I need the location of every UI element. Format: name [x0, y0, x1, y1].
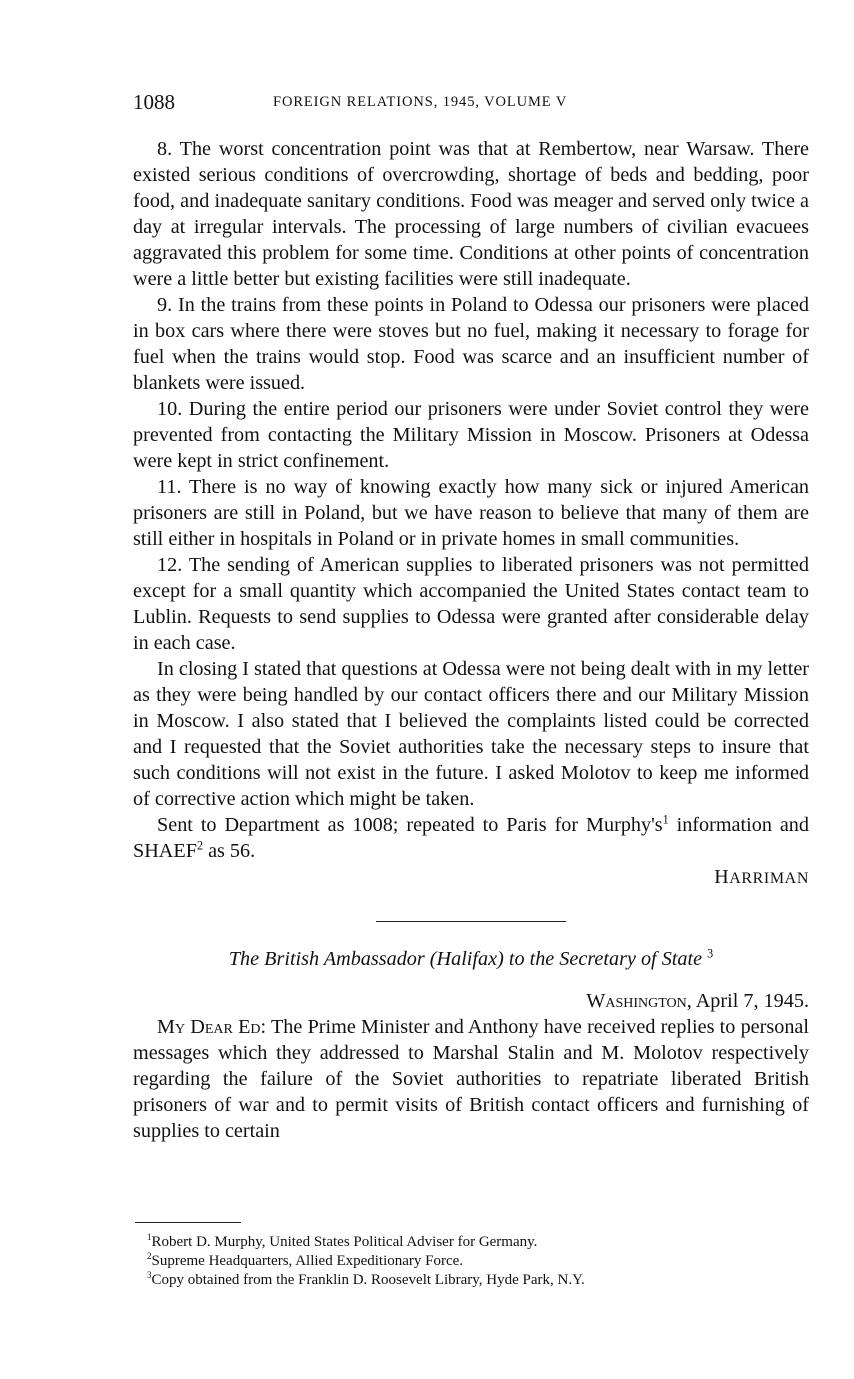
signature: HARRIMAN	[714, 866, 809, 888]
page-header	[133, 90, 809, 120]
dateline: Washington, April 7, 1945.	[586, 990, 809, 1012]
footnote-2: $^2$Supreme Headquarters, Allied Expeditionary Force.	[147, 1251, 464, 1269]
running-title: FOREIGN RELATIONS, 1945, VOLUME V	[273, 94, 568, 110]
paragraph-8: 8. The worst concentration point was that at Rembertow, near Warsaw. There existed serious conditions of overcrowding, shortage of beds and bedding, poor food, and inadequate sanitary conditions. Food was meager and served only twice a day at irregular intervals. The processing of large numbers of civilian evacuees aggravated this problem for some time. Conditions at other points of concentration were a little better but existing facilities were still inadequate.	[133, 138, 809, 290]
section-separator	[376, 921, 566, 922]
main-text	[133, 136, 809, 1144]
page-number: 1088	[133, 90, 175, 114]
paragraph-12: 12. The sending of American supplies to liberated prisoners was not permitted except for a small quantity which accompanied the United States contact team to Lublin. Requests to send supplies to Odessa were granted after considerable delay in each case.	[133, 554, 809, 654]
footnotes	[147, 1233, 807, 1290]
footnote-3: $^3$Copy obtained from the Franklin D. Roosevelt Library, Hyde Park, N.Y.	[147, 1270, 585, 1288]
footnote-ref-1: 1	[662, 812, 669, 827]
salutation: My Dear Ed	[157, 1016, 261, 1038]
paragraph-10: 10. During the entire period our prisoners were under Soviet control they were prevented from contacting the Military Mission in Moscow. Prisoners at Odessa were kept in strict confinement.	[133, 398, 809, 472]
footnote-rule	[135, 1222, 241, 1223]
sent-paragraph: Sent to Department as 1008; repeated to Paris for $Murphy's^1$ information and SHAEF$^2$ as 56.	[133, 812, 809, 862]
paragraph-9: 9. In the trains from these points in Poland to Odessa our prisoners were placed in box cars where there were stoves but no fuel, making it necessary to forage for fuel when the trains would stop. Food was scarce and an insufficient number of blankets were issued.	[133, 294, 809, 394]
footnote-ref-3: 3	[707, 946, 714, 961]
document-title: The British Ambassador (Halifax) to the Secretary of State $^3$	[228, 946, 714, 970]
footnote-ref-2: 2	[196, 838, 204, 853]
paragraph-11: 11. There is no way of knowing exactly how many sick or injured American prisoners are still in Poland, but we have reason to believe that many of them are still either in hospitals in Poland or in private homes in small communities.	[133, 476, 809, 550]
closing-paragraph: In closing I stated that questions at Odessa were not being dealt with in my letter as they were being handled by our contact officers there and our Military Mission in Moscow. I also stated that I believed the complaints listed could be corrected and I requested that the Soviet authorities take the necessary steps to insure that such conditions will not exist in the future. I asked Molotov to keep me informed of corrective action which might be taken.	[133, 658, 810, 810]
letter-body: My Dear Ed: The Prime Minister and Anthony have received replies to personal messages which they addressed to Marshal Stalin and M. Molotov respectively regarding the failure of the Soviet authorities to repatriate liberated British prisoners of war and to permit visits of British contact officers and furnishing of supplies to certain	[133, 1016, 809, 1142]
footnote-1: $^1$Robert D. Murphy, United States Political Adviser for Germany.	[147, 1232, 538, 1250]
